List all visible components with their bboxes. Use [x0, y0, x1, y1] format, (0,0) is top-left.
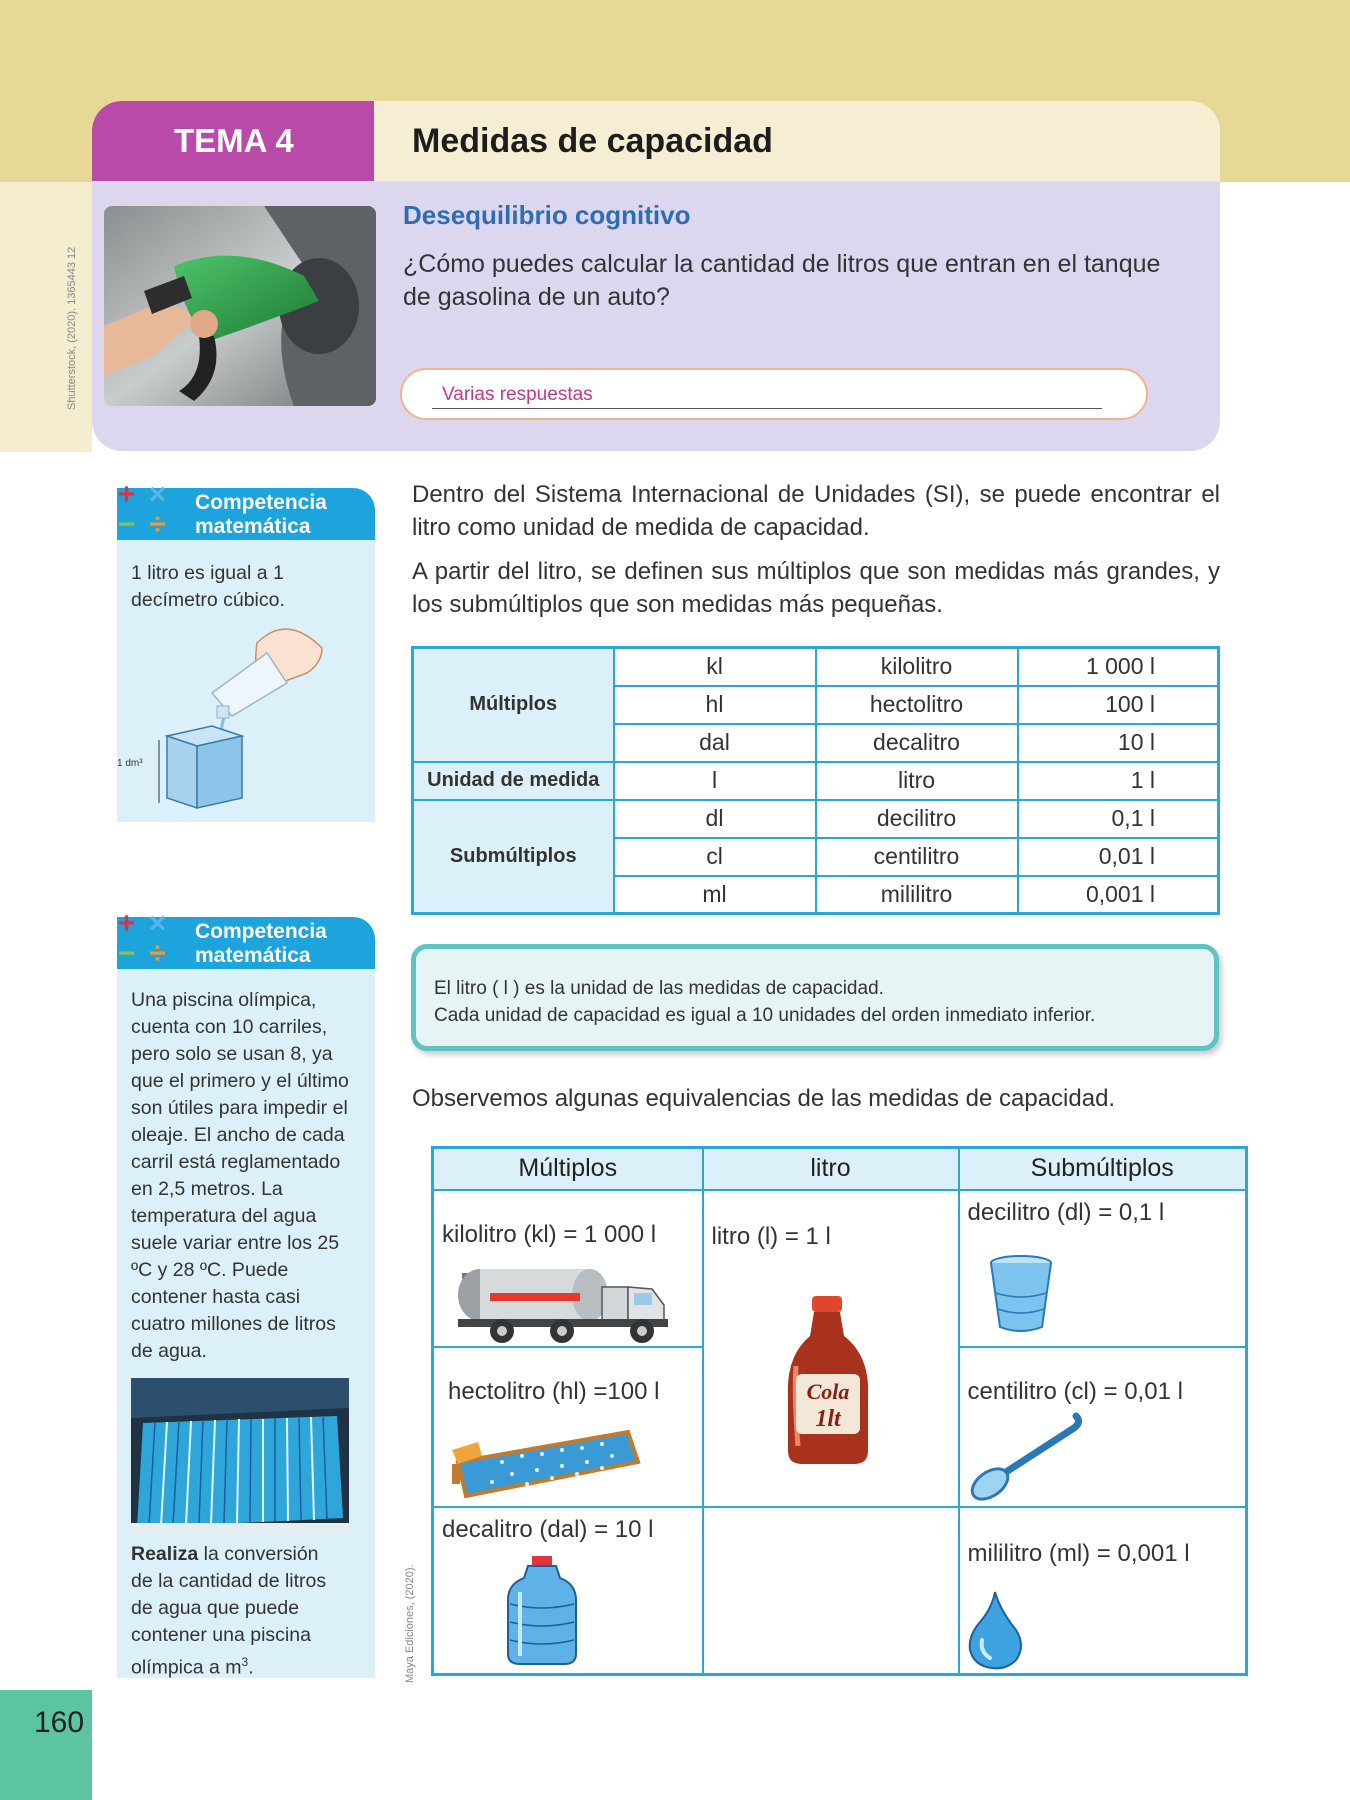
kilolitro-text: kilolitro (kl) = 1 000 l	[442, 1220, 657, 1248]
cell-litro	[703, 1190, 959, 1507]
task-sup: 3	[241, 1655, 249, 1669]
paragraph-1: Dentro del Sistema Internacional de Unidades (SI), se puede encontrar el litro como unidad de medida de capacidad.	[412, 481, 1220, 541]
units-table	[411, 646, 1220, 915]
unit-value: 1 l	[1018, 762, 1219, 800]
unit-value: 0,1 l	[1018, 800, 1219, 838]
task-bold: Realiza	[131, 1543, 199, 1565]
section-title: Desequilibrio cognitivo	[403, 200, 691, 230]
unit-name: kilolitro	[816, 648, 1018, 686]
header-litro: litro	[703, 1148, 959, 1190]
spoon-illustration	[966, 1410, 1086, 1504]
decilitro-text: decilitro (dl) = 0,1 l	[967, 1198, 1165, 1226]
cell-decilitro	[959, 1190, 1247, 1347]
unit-symbol: kl	[614, 648, 816, 686]
group-multiplos: Múltiplos	[413, 648, 614, 762]
competencia-title-line1: Competencia	[195, 491, 327, 514]
unit-value: 100 l	[1018, 686, 1219, 724]
table-header-row	[433, 1148, 1247, 1190]
cell-empty	[703, 1507, 959, 1675]
competencia-title-line2: matemática	[195, 515, 311, 538]
paragraph-2: A partir del litro, se definen sus múltiplos que son medidas más grandes, y los submúltiplos que son medidas más pequeñas.	[412, 558, 1220, 618]
left-band	[0, 182, 92, 452]
centilitro-text: centilitro (cl) = 0,01 l	[967, 1377, 1183, 1405]
tema-label: TEMA 4	[92, 101, 374, 181]
page-title: Medidas de capacidad	[374, 101, 1220, 181]
table-row	[413, 800, 1219, 838]
unit-value: 10 l	[1018, 724, 1219, 762]
glass-illustration	[988, 1255, 1054, 1335]
note-line-1: El litro ( l ) es la unidad de las medidas de capacidad.	[434, 978, 884, 999]
cell-decalitro	[433, 1507, 703, 1675]
unit-symbol: l	[614, 762, 816, 800]
paragraph-3: Observemos algunas equivalencias de las medidas de capacidad.	[412, 1085, 1116, 1112]
fuel-pump-photo	[104, 206, 376, 406]
cell-hectolitro	[433, 1347, 703, 1507]
cola-bottle-illustration	[774, 1296, 884, 1466]
unit-name: hectolitro	[816, 686, 1018, 724]
info-note	[411, 944, 1219, 1051]
pool-illustration	[442, 1426, 642, 1500]
illustration-credit: Maya Ediciones, (2020).	[404, 1564, 416, 1683]
bottle-cube-illustration	[117, 618, 375, 818]
competencia-text-1: 1 litro es igual a 1 decímetro cúbico.	[131, 562, 285, 611]
competencia-task	[131, 1541, 341, 1682]
unit-name: litro	[816, 762, 1018, 800]
unit-name: decalitro	[816, 724, 1018, 762]
cube-dimension-label: 1 dm³	[117, 758, 143, 769]
water-drop-illustration	[964, 1590, 1026, 1670]
tanker-truck-illustration	[442, 1253, 674, 1345]
cell-kilolitro	[433, 1190, 703, 1347]
competencia-text-2: Una piscina olímpica, cuenta con 10 carriles, pero solo se usan 8, ya que el primero y el último son útiles para impedir el oleaje. El ancho de cada carril está reglamentado en 2,5 metros. La temperatura del agua suele variar entre los 25 ºC y 28 ºC. Puede contener hasta casi cuatro millones de litros de agua.	[131, 989, 349, 1362]
hectolitro-text: hectolitro (hl) =100 l	[448, 1377, 660, 1405]
litro-text: litro (l) = 1 l	[711, 1222, 831, 1250]
decalitro-text: decalitro (dal) = 10 l	[442, 1515, 654, 1543]
bottle-label-1: Cola	[806, 1378, 849, 1404]
table-row	[413, 648, 1219, 686]
unit-name: decilitro	[816, 800, 1018, 838]
table-row	[413, 762, 1219, 800]
task-rest: la conversión de la cantidad de litros de agua que puede contener una piscina olímpica a m	[131, 1543, 327, 1679]
table-row	[433, 1190, 1247, 1347]
unit-name: mililitro	[816, 876, 1018, 914]
unit-symbol: ml	[614, 876, 816, 914]
photo-credit: Shutterstock, (2020). 1365443 12	[66, 246, 78, 410]
competencia2-title-line2: matemática	[195, 944, 311, 967]
water-jug-illustration	[506, 1556, 578, 1666]
unit-symbol: dal	[614, 724, 816, 762]
bottle-label-2: 1lt	[814, 1405, 841, 1432]
unit-symbol: dl	[614, 800, 816, 838]
question-text: ¿Cómo puedes calcular la cantidad de litros que entran en el tanque de gasolina de un auto?	[403, 250, 1161, 311]
unit-value: 0,001 l	[1018, 876, 1219, 914]
group-unidad: Unidad de medida	[413, 762, 614, 800]
note-line-2: Cada unidad de capacidad es igual a 10 unidades del orden inmediato inferior.	[434, 1005, 1096, 1026]
cell-centilitro	[959, 1347, 1247, 1507]
table-row	[433, 1507, 1247, 1675]
answer-text: Varias respuestas	[432, 384, 1102, 409]
unit-value: 0,01 l	[1018, 838, 1219, 876]
unit-value: 1 000 l	[1018, 648, 1219, 686]
math-operations-icon: + × − ÷	[117, 907, 167, 970]
header-submultiplos: Submúltiplos	[959, 1148, 1247, 1190]
unit-symbol: hl	[614, 686, 816, 724]
task-end: .	[248, 1656, 254, 1679]
mililitro-text: mililitro (ml) = 0,001 l	[967, 1539, 1190, 1567]
competencia2-title-line1: Competencia	[195, 920, 327, 943]
competencia-box-2	[117, 907, 375, 1679]
unit-symbol: cl	[614, 838, 816, 876]
group-submultiplos: Submúltiplos	[413, 800, 614, 914]
page-number: 160	[0, 1690, 92, 1800]
equivalences-table	[431, 1146, 1248, 1676]
cell-mililitro	[959, 1507, 1247, 1675]
unit-name: centilitro	[816, 838, 1018, 876]
math-operations-icon: + × − ÷	[117, 478, 167, 541]
header-multiplos: Múltiplos	[433, 1148, 703, 1190]
answer-field[interactable]	[400, 368, 1148, 420]
olympic-pool-photo	[131, 1378, 349, 1533]
competencia-box-1	[117, 478, 375, 822]
